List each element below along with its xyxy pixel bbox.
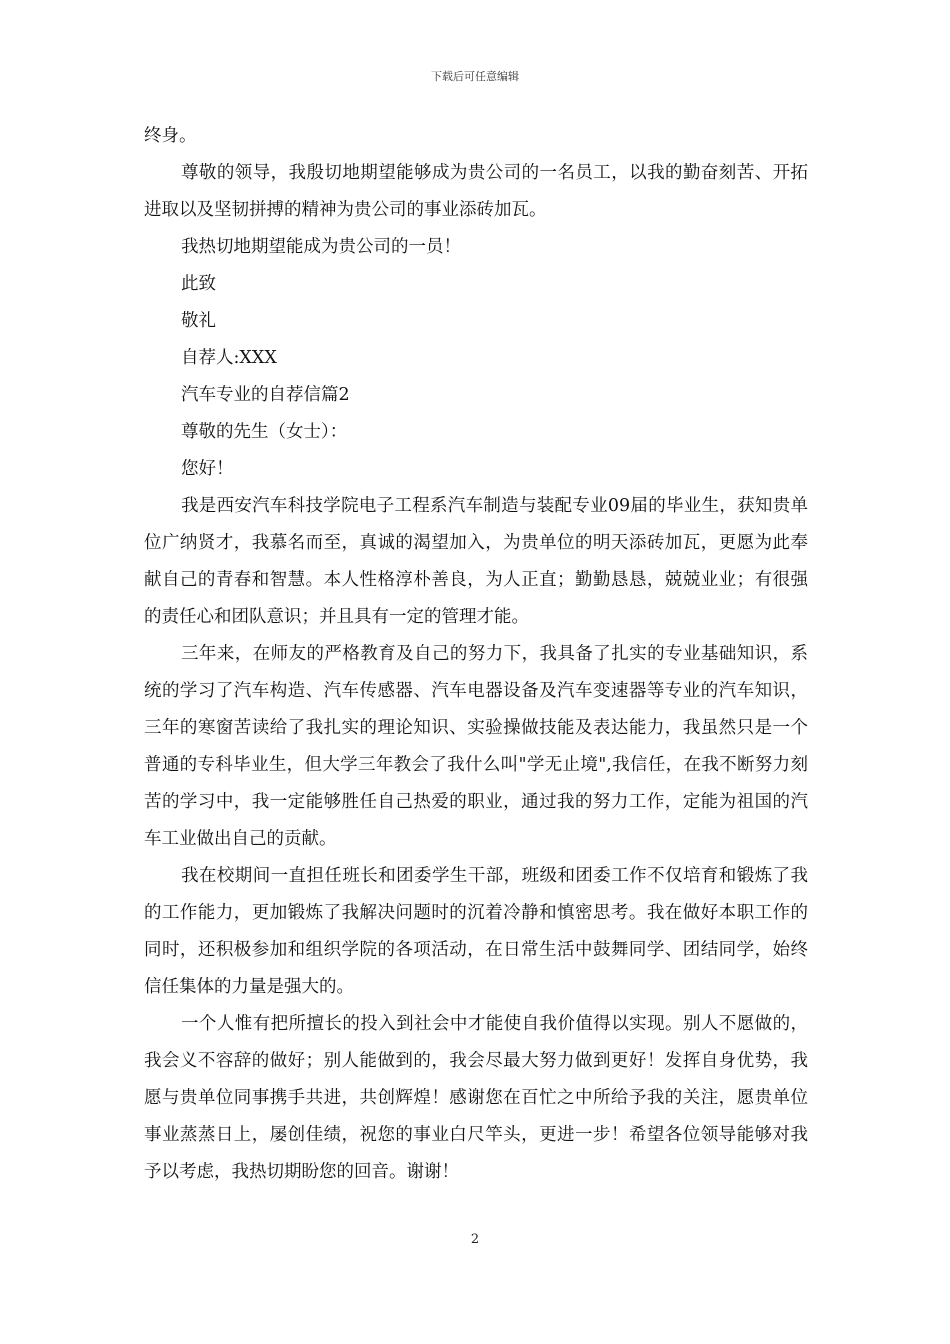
paragraph-closing-fragment: 终身。 [144,126,197,146]
page-header: 下载后可任意编辑 [431,70,519,83]
paragraph-hope: 我热切地期望能成为贵公司的一员！ [181,237,461,257]
signature-line: 自荐人:XXX [181,348,277,368]
salutation-cizhi: 此致 [181,274,216,294]
section-title: 汽车专业的自荐信篇2 [181,385,350,405]
paragraph-introduction: 我是西安汽车科技学院电子工程系汽车制造与装配专业09届的毕业生，获知贵单位广纳贤才，我慕名而至，真诚的渴望加入，为贵单位的明天添砖加瓦，更愿为此奉献自己的青春和智慧。本人性格淳朴善良，为人正直；勤勤恳恳，兢兢业业；有很强的责任心和团队意识；并且具有一定的管理才能。 [144,496,808,627]
greeting-hello: 您好！ [181,459,234,479]
paragraph-respect-leader: 尊敬的领导，我殷切地期望能够成为贵公司的一名员工，以我的勤奋刻苦、开拓进取以及坚韧拼搏的精神为贵公司的事业添砖加瓦。 [144,163,808,220]
paragraph-education: 三年来，在师友的严格教育及自己的努力下，我具备了扎实的专业基础知识，系统的学习了汽车构造、汽车传感器、汽车电器设备及汽车变速器等专业的汽车知识，三年的寒窗苦读给了我扎实的理论知识、实验操做技能及表达能力，我虽然只是一个普通的专科毕业生，但大学三年教会了我什么叫"学无止境",我信任，在我不断努力刻苦的学习中，我一定能够胜任自己热爱的职业，通过我的努力工作，定能为祖国的汽车工业做出自己的贡献。 [144,644,808,849]
paragraph-experience: 我在校期间一直担任班长和团委学生干部，班级和团委工作不仅培育和锻炼了我的工作能力，更加锻炼了我解决问题时的沉着冷静和慎密思考。我在做好本职工作的同时，还积极参加和组织学院的各项活动，在日常生活中鼓舞同学、团结同学，始终信任集体的力量是强大的。 [144,866,808,997]
salutation-jingli: 敬礼 [181,311,216,331]
greeting-line: 尊敬的先生（女士）： [181,422,348,442]
paragraph-conclusion: 一个人惟有把所擅长的投入到社会中才能使自我价值得以实现。别人不愿做的，我会义不容辞的做好；别人能做到的，我会尽最大努力做到更好！发挥自身优势，我愿与贵单位同事携手共进，共创辉煌！感谢您在百忙之中所给予我的关注，愿贵单位事业蒸蒸日上，屡创佳绩，祝您的事业白尺竿头，更进一步！希望各位领导能够对我予以考虑，我热切期盼您的回音。谢谢！ [144,1014,808,1182]
page-number: 2 [470,1232,480,1247]
document-body [144,118,808,1191]
